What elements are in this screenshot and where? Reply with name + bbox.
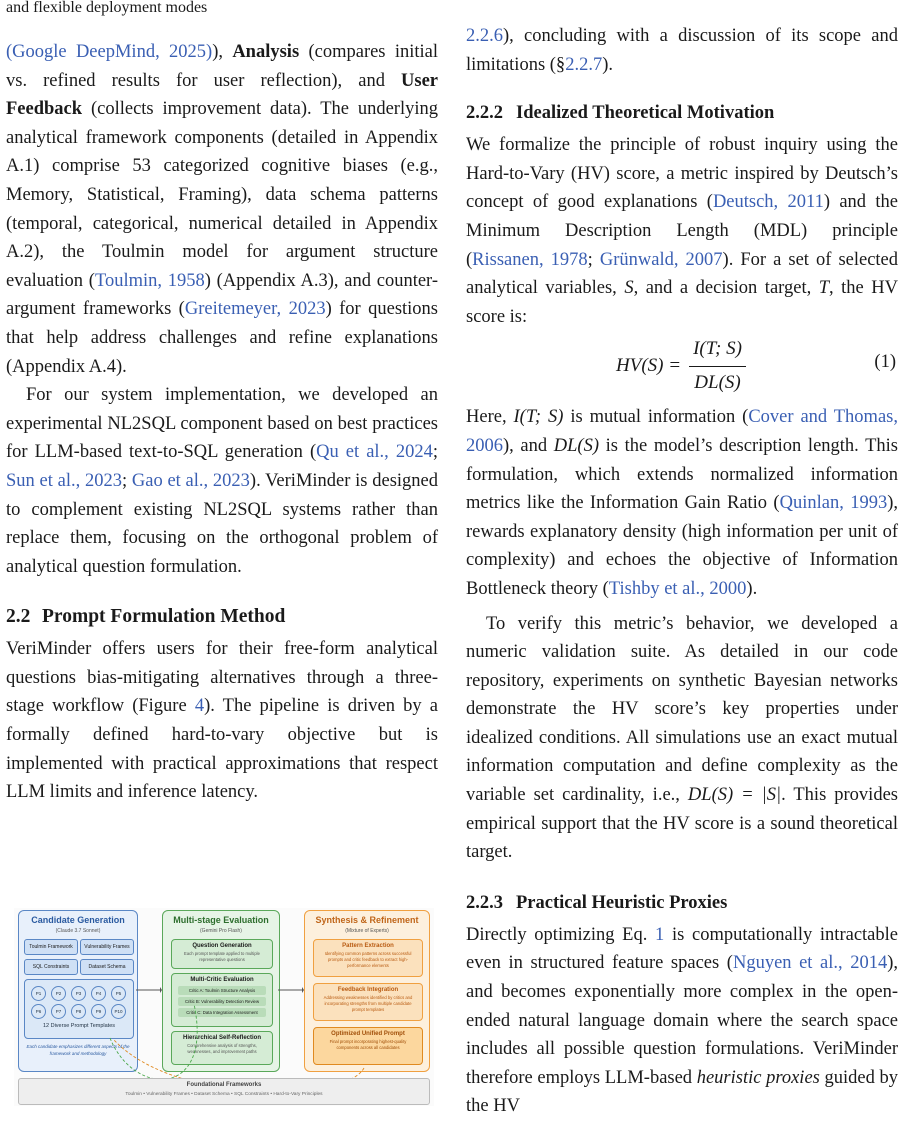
chip: Vulnerability Frames	[80, 939, 134, 955]
citation[interactable]: Grünwald, 2007	[599, 249, 723, 270]
figure-caption-tail: and flexible deployment modes	[6, 0, 208, 16]
section-ref[interactable]: 2.2.6	[466, 26, 503, 46]
templates-panel: P1 P2 P3 P4 P5 P6 P7 P8 P9 P10 12 Diverse Prompt Templates	[24, 979, 134, 1039]
citation[interactable]: Nguyen et al., 2014	[732, 953, 888, 974]
equation-number: (1)	[874, 352, 896, 373]
citation[interactable]: Cover and Thomas, 2006	[466, 407, 898, 456]
stage-title: Candidate Generation	[31, 915, 125, 925]
flow-arrows	[14, 908, 434, 1106]
chip: SQL Constraints	[24, 959, 78, 975]
paragraph-intro-tail: 2.2.6), concluding with a discussion of its scope and limitations (§2.2.7).	[466, 26, 898, 75]
citation[interactable]: Qu et al., 2024	[316, 442, 433, 463]
subsection-heading: 2.2.3 Practical Heuristic Proxies	[466, 892, 728, 913]
feedback-integration-box: Feedback Integration Addressing weaknesses identified by critics and incorporating strengths from multiple candidate prompt templates	[313, 983, 423, 1021]
chip: Dataset Schema	[80, 959, 134, 975]
paragraph-workflow: VeriMinder offers users for their free-form analytical questions bias-mitigating alternatives through a three-stage workflow (Figure 4). The pipeline is driven by a formally defined hard-to-vary objective but is implemented with practical approximations that respect LLM limits and inference latency.	[6, 639, 438, 803]
question-generation-box: Question Generation Each prompt template applied to multiple representative questions	[171, 939, 273, 969]
workflow-figure	[14, 908, 434, 1106]
citation[interactable]: Toulmin, 1958	[94, 270, 205, 291]
equation-1: HV(S) = $\frac{I(T; S)}{DL(S)}$ (1)	[466, 331, 898, 395]
pattern-extraction-box: Pattern Extraction Identifying common patterns across successful prompts and critic feedback to extract high-performance elements	[313, 939, 423, 977]
equation-ref[interactable]: 1	[655, 924, 665, 945]
paragraph-heuristic-proxies: Directly optimizing Eq. 1 is computationally intractable even in structured feature spaces (Nguyen et al., 2014), and becomes exponentially more complex in the open-ended natural language domain where the search space includes all possible question formulations. VeriMinder therefore employs LLM-based heuristic proxies guided by the HV	[466, 924, 898, 1117]
citation[interactable]: Deutsch, 2011	[712, 192, 824, 213]
figure-ref[interactable]: 4	[194, 696, 205, 717]
citation[interactable]: Sun et al., 2023	[6, 470, 122, 491]
arrowhead-icon	[302, 987, 304, 993]
multi-critic-box: Multi-Critic Evaluation Critic A: Toulmin Structure Analysis Critic B: Vulnerability Detection Review Critic C: Data Integration Assessment	[171, 973, 273, 1027]
section-ref[interactable]: 2.2.7	[565, 54, 603, 75]
citation[interactable]: Quinlan, 1993	[779, 493, 888, 514]
citation[interactable]: (Google DeepMind, 2025)	[6, 42, 213, 62]
paragraph-implementation: For our system implementation, we developed an experimental NL2SQL component based on best practices for LLM-based text-to-SQL generation (Qu et al., 2024; Sun et al., 2023; Gao et al., 2023). VeriMinder is designed to complement existing NL2SQL systems rather than replace them, focusing on the orthogonal problem of analytical question formulation.	[6, 385, 439, 577]
citation[interactable]: Gao et al., 2023	[131, 470, 250, 491]
section-heading: 2.2 Prompt Formulation Method	[6, 606, 286, 628]
self-reflection-box: Hierarchical Self-Reflection Comprehensive analysis of strengths, weaknesses, and improvement paths	[171, 1031, 273, 1065]
right-column	[466, 0, 898, 1121]
stage-synthesis-refinement: Synthesis & Refinement (Mixture of Experts) Pattern Extraction Identifying common patterns across successful prompts and critic feedback to extract high-performance elements Feedback Integration Addressing weaknesses identified by critics and incorporating strengths from multiple candidate prompt templates Optimized Unified Prompt Final prompt incorporating highest-quality components across all candidates	[304, 910, 430, 1072]
citation[interactable]: Greitemeyer, 2023	[184, 299, 326, 320]
optimized-prompt-box: Optimized Unified Prompt Final prompt incorporating highest-quality components across all candidates	[313, 1027, 423, 1065]
stage-candidate-generation: Candidate Generation (Claude 3.7 Sonnet) Toulmin Framework Vulnerability Frames SQL Constraints Dataset Schema P1 P2 P3 P4 P5 P6 P7 P8 P9 P10 12 Diverse Prompt Templates Each candidate emphasizes different aspects of the framework and methodology	[18, 910, 138, 1072]
paragraph-analysis: (Google DeepMind, 2025)), Analysis (compares initial vs. refined results for user reflection), and User Feedback (collects improvement data). The underlying analytical framework components (detailed in Appendix A.1) comprise 53 categorized cognitive biases (e.g., Memory, Statistical, Framing), data schema patterns (temporal, categorical, numerical detailed in Appendix A.2), the Toulmin model for argument structure evaluation (Toulmin, 1958) (Appendix A.3), and counter-argument frameworks (Greitemeyer, 2023) for questions that help address challenges and refine explanations (Appendix A.4).	[6, 42, 438, 377]
paragraph-mutual-information: Here, I(T; S) is mutual information (Cover and Thomas, 2006), and DL(S) is the model’s description length. This formulation, which extends normalized information metrics like the Information Gain Ratio (Quinlan, 1993), rewards explanatory density (high information per unit of complexity) and echoes the objective of Information Bottleneck theory (Tishby et al., 2000).	[466, 407, 899, 599]
paragraph-hv-score: We formalize the principle of robust inquiry using the Hard-to-Vary (HV) score, a metric inspired by Deutsch’s concept of good explanations (Deutsch, 2011) and the Minimum Description Length (MDL) principle (Rissanen, 1978; Grünwald, 2007). For a set of selected analytical variables, S, and a decision target, T, the HV score is:	[466, 135, 899, 327]
arrowhead-icon	[160, 987, 162, 993]
citation[interactable]: Rissanen, 1978	[472, 249, 588, 270]
subsection-heading: 2.2.2 Idealized Theoretical Motivation	[466, 103, 775, 124]
feedback-loop-green	[110, 1004, 197, 1079]
paragraph-validation: To verify this metric’s behavior, we developed a numeric validation suite. As detailed in our code repository, experiments on synthetic Bayesian networks demonstrate the HV score’s key properties under idealized conditions. All simulations use an exact mutual information computation and define complexity as the variable set cardinality, i.e., DL(S) = |S|. This provides empirical support that the HV score is a sound theoretical target.	[466, 613, 898, 863]
foundational-frameworks: Foundational Frameworks Toulmin • Vulnerability Frames • Dataset Schema • SQL Constraints • Hard-to-Vary Principles	[18, 1078, 430, 1105]
stage-multistage-evaluation: Multi-stage Evaluation (Gemini Pro Flash) Question Generation Each prompt template applied to multiple representative questions Multi-Critic Evaluation Critic A: Toulmin Structure Analysis Critic B: Vulnerability Detection Review Critic C: Data Integration Assessment Hierarchical Self-Reflection Comprehensive analysis of strengths, weaknesses, and improvement paths	[162, 910, 280, 1072]
citation[interactable]: Tishby et al., 2000	[608, 578, 747, 599]
left-column	[6, 0, 438, 807]
chip: Toulmin Framework	[24, 939, 78, 955]
